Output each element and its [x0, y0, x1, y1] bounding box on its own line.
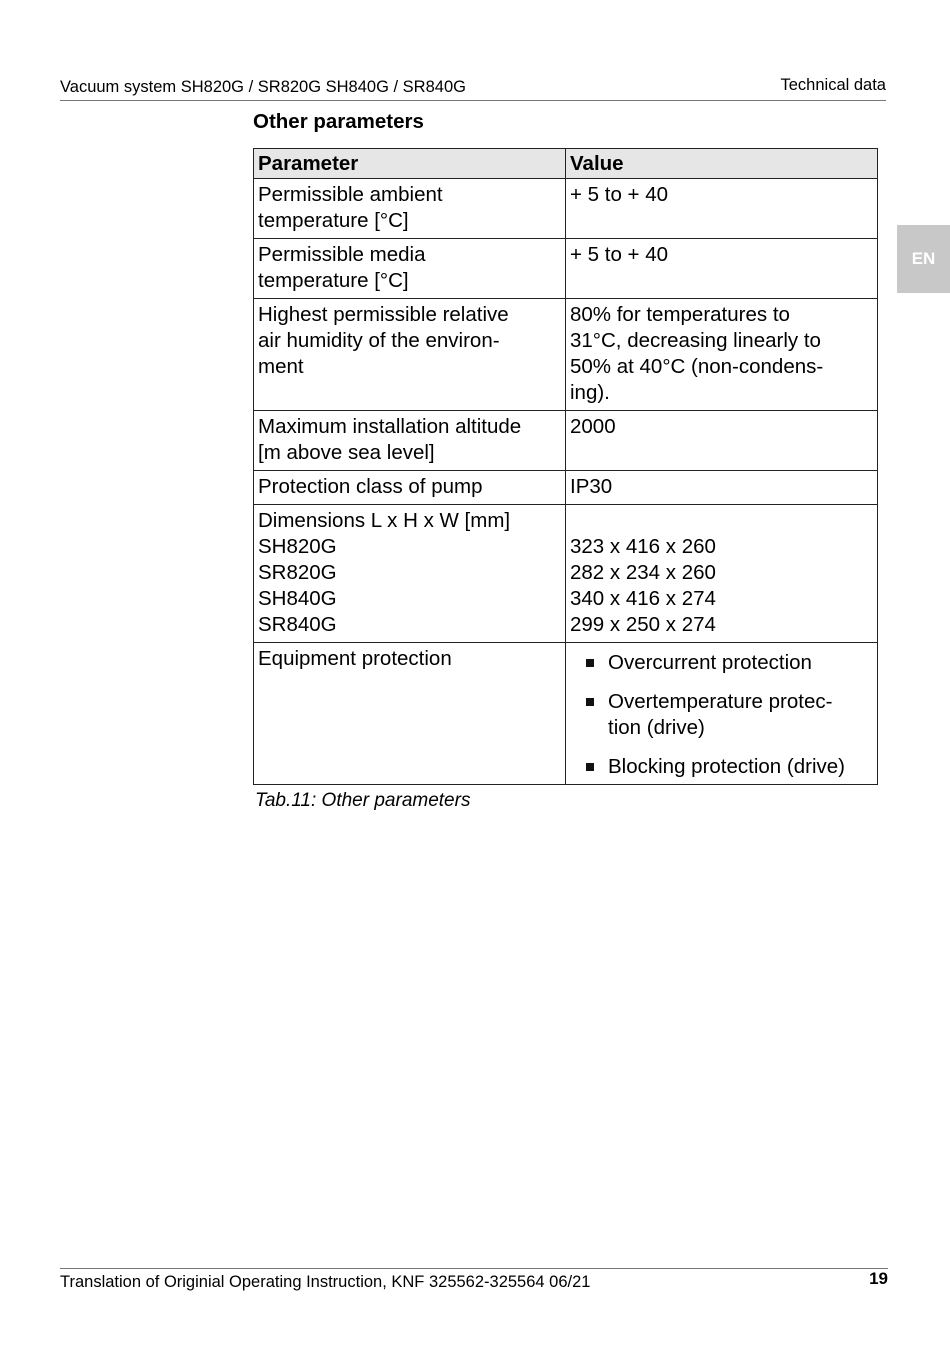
- table-row: [254, 411, 878, 471]
- page-number: 19: [869, 1269, 888, 1288]
- list-item: Overtemperature protec- tion (drive): [570, 689, 873, 741]
- footer-text: Translation of Originial Operating Instruction, KNF 325562-325564 06/21: [60, 1273, 591, 1291]
- table-row: [254, 299, 878, 411]
- parameter-cell: Permissible media temperature [°C]: [254, 239, 566, 299]
- language-tab-label: EN: [911, 249, 936, 268]
- protection-list: [570, 646, 873, 780]
- table-row: [254, 471, 878, 505]
- table-row: [254, 643, 878, 785]
- list-item: Blocking protection (drive): [570, 754, 873, 780]
- parameter-cell: Maximum installation altitude [m above sea level]: [254, 411, 566, 471]
- value-cell: 2000: [566, 411, 878, 471]
- table-row: [254, 179, 878, 239]
- section-title: Other parameters: [253, 110, 424, 133]
- table-row: [254, 505, 878, 643]
- page-header: [60, 76, 886, 101]
- header-document-title: Vacuum system SH820G / SR820G SH840G / SR840G: [60, 78, 466, 96]
- page-footer: [60, 1268, 888, 1297]
- table-header-row: [254, 149, 878, 179]
- value-cell: + 5 to + 40: [566, 239, 878, 299]
- value-cell: 323 x 416 x 260 282 x 234 x 260 340 x 416 x 274 299 x 250 x 274: [566, 505, 878, 643]
- list-item: Overcurrent protection: [570, 650, 873, 676]
- parameter-cell: Protection class of pump: [254, 471, 566, 505]
- parameter-cell: Highest permissible relative air humidity of the environ- ment: [254, 299, 566, 411]
- header-chapter-title: Technical data: [780, 76, 886, 94]
- parameter-cell: Dimensions L x H x W [mm] SH820G SR820G SH840G SR840G: [254, 505, 566, 643]
- parameter-cell: Equipment protection: [254, 643, 566, 785]
- value-cell: + 5 to + 40: [566, 179, 878, 239]
- table-row: [254, 239, 878, 299]
- value-cell: IP30: [566, 471, 878, 505]
- language-tab: [897, 225, 950, 293]
- column-header-parameter: Parameter: [254, 149, 566, 179]
- value-cell: 80% for temperatures to 31°C, decreasing linearly to 50% at 40°C (non-condens- ing).: [566, 299, 878, 411]
- column-header-value: Value: [566, 149, 878, 179]
- table-caption: Tab.11: Other parameters: [255, 790, 471, 811]
- value-cell: [566, 643, 878, 785]
- parameter-cell: Permissible ambient temperature [°C]: [254, 179, 566, 239]
- parameters-table: [253, 148, 878, 785]
